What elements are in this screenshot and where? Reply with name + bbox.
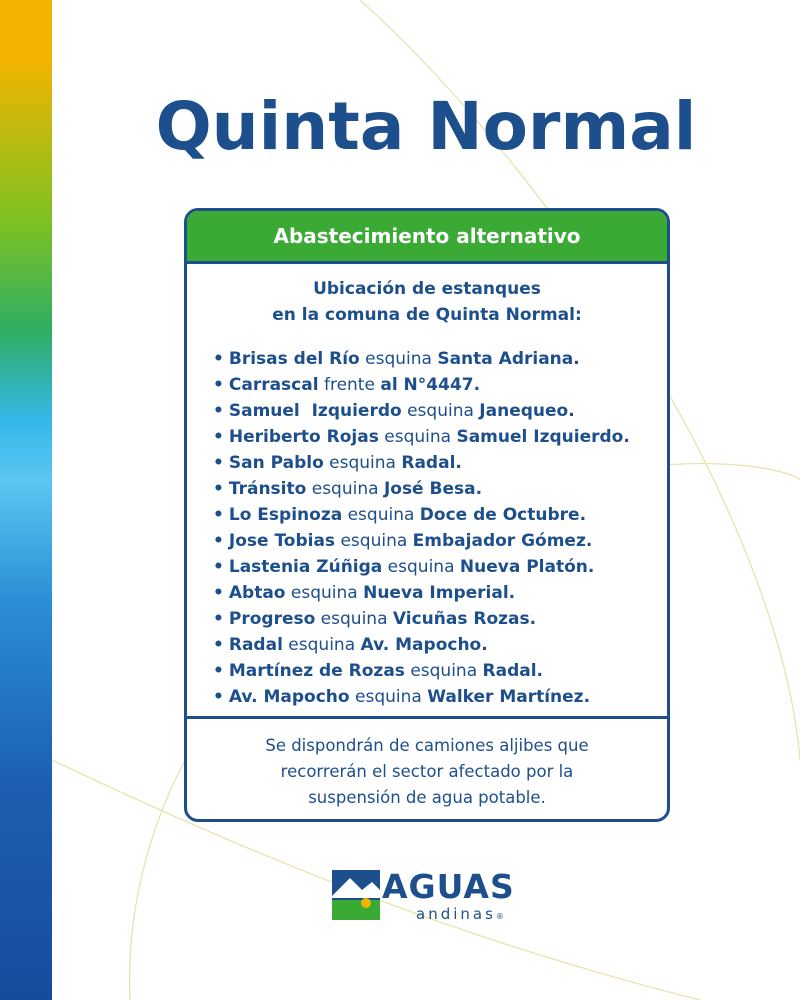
- bullet: •: [213, 635, 224, 655]
- connector: esquina: [342, 505, 420, 525]
- street-primary: Tránsito: [228, 479, 307, 499]
- street-primary: Brisas del Río: [228, 349, 360, 369]
- intro-line-2: en la comuna de Quinta Normal:: [272, 305, 582, 325]
- street-secondary: Nueva Platón.: [459, 557, 595, 577]
- street-secondary: José Besa.: [383, 479, 483, 499]
- street-primary: Av. Mapocho: [228, 687, 350, 707]
- street-secondary: Samuel Izquierdo.: [456, 427, 630, 447]
- page-title: Quinta Normal: [155, 88, 697, 165]
- connector: esquina: [382, 557, 460, 577]
- logo-sub-text: andinas: [416, 905, 496, 923]
- connector: esquina: [323, 453, 402, 473]
- street-secondary: Santa Adriana.: [437, 349, 580, 369]
- footer-note: [187, 733, 667, 811]
- note-line-1: Se dispondrán de camiones aljibes que: [265, 736, 589, 755]
- connector: esquina: [306, 479, 384, 499]
- list-item: [213, 424, 667, 450]
- list-item: [213, 632, 667, 658]
- street-secondary: Nueva Imperial.: [363, 583, 516, 603]
- street-primary: Carrascal: [228, 375, 319, 395]
- list-item: [213, 554, 667, 580]
- connector: frente: [318, 375, 381, 395]
- bullet: •: [213, 427, 224, 447]
- bullet: •: [213, 583, 224, 603]
- street-primary: Samuel Izquierdo: [228, 401, 402, 421]
- street-primary: San Pablo: [228, 453, 324, 473]
- bullet: •: [213, 557, 224, 577]
- connector: esquina: [378, 427, 457, 447]
- connector: esquina: [404, 661, 483, 681]
- color-gradient-stripe: [0, 0, 52, 1000]
- aguas-andinas-logo: [332, 868, 532, 928]
- intro-line-1: Ubicación de estanques: [313, 279, 541, 299]
- location-list: [187, 346, 667, 710]
- street-primary: Abtao: [228, 583, 286, 603]
- bullet: •: [213, 505, 224, 525]
- street-secondary: Radal.: [401, 453, 462, 473]
- list-item: [213, 606, 667, 632]
- logo-subtitle: [416, 905, 504, 926]
- street-secondary: Walker Martínez.: [427, 687, 591, 707]
- connector: esquina: [401, 401, 480, 421]
- street-primary: Lastenia Zúñiga: [228, 557, 383, 577]
- bullet: •: [213, 453, 224, 473]
- list-item: [213, 502, 667, 528]
- bullet: •: [213, 349, 224, 369]
- info-card: [184, 208, 670, 822]
- connector: esquina: [349, 687, 428, 707]
- list-item: [213, 346, 667, 372]
- bullet: •: [213, 687, 224, 707]
- street-primary: Martínez de Rozas: [228, 661, 405, 681]
- connector: esquina: [335, 531, 413, 551]
- list-item: [213, 658, 667, 684]
- bullet: •: [213, 609, 224, 629]
- intro-text: [187, 276, 667, 328]
- street-primary: Radal: [228, 635, 283, 655]
- street-primary: Progreso: [228, 609, 316, 629]
- connector: esquina: [315, 609, 393, 629]
- note-line-3: suspensión de agua potable.: [308, 788, 546, 807]
- note-line-2: recorrerán el sector afectado por la: [280, 762, 574, 781]
- card-header: Abastecimiento alternativo: [187, 211, 667, 264]
- connector: esquina: [282, 635, 361, 655]
- list-item: [213, 476, 667, 502]
- mountain-logo-icon: [332, 870, 380, 920]
- street-secondary: Embajador Gómez.: [412, 531, 593, 551]
- bullet: •: [213, 661, 224, 681]
- list-item: [213, 450, 667, 476]
- list-item: [213, 684, 667, 710]
- bullet: •: [213, 531, 224, 551]
- street-primary: Jose Tobias: [228, 531, 336, 551]
- bullet: •: [213, 401, 224, 421]
- street-primary: Lo Espinoza: [228, 505, 343, 525]
- logo-word: AGUAS: [382, 867, 515, 906]
- street-secondary: Radal.: [482, 661, 544, 681]
- list-item: [213, 528, 667, 554]
- registered-mark: ®: [495, 912, 504, 921]
- street-secondary: Vicuñas Rozas.: [392, 609, 537, 629]
- connector: esquina: [285, 583, 364, 603]
- list-item: [213, 580, 667, 606]
- street-secondary: al N°4447.: [380, 375, 481, 395]
- list-item: [213, 398, 667, 424]
- bullet: •: [213, 479, 224, 499]
- bullet: •: [213, 375, 224, 395]
- street-secondary: Janequeo.: [479, 401, 575, 421]
- street-secondary: Av. Mapocho.: [360, 635, 488, 655]
- list-item: [213, 372, 667, 398]
- connector: esquina: [359, 349, 438, 369]
- street-secondary: Doce de Octubre.: [419, 505, 587, 525]
- card-divider: [187, 716, 667, 719]
- street-primary: Heriberto Rojas: [228, 427, 379, 447]
